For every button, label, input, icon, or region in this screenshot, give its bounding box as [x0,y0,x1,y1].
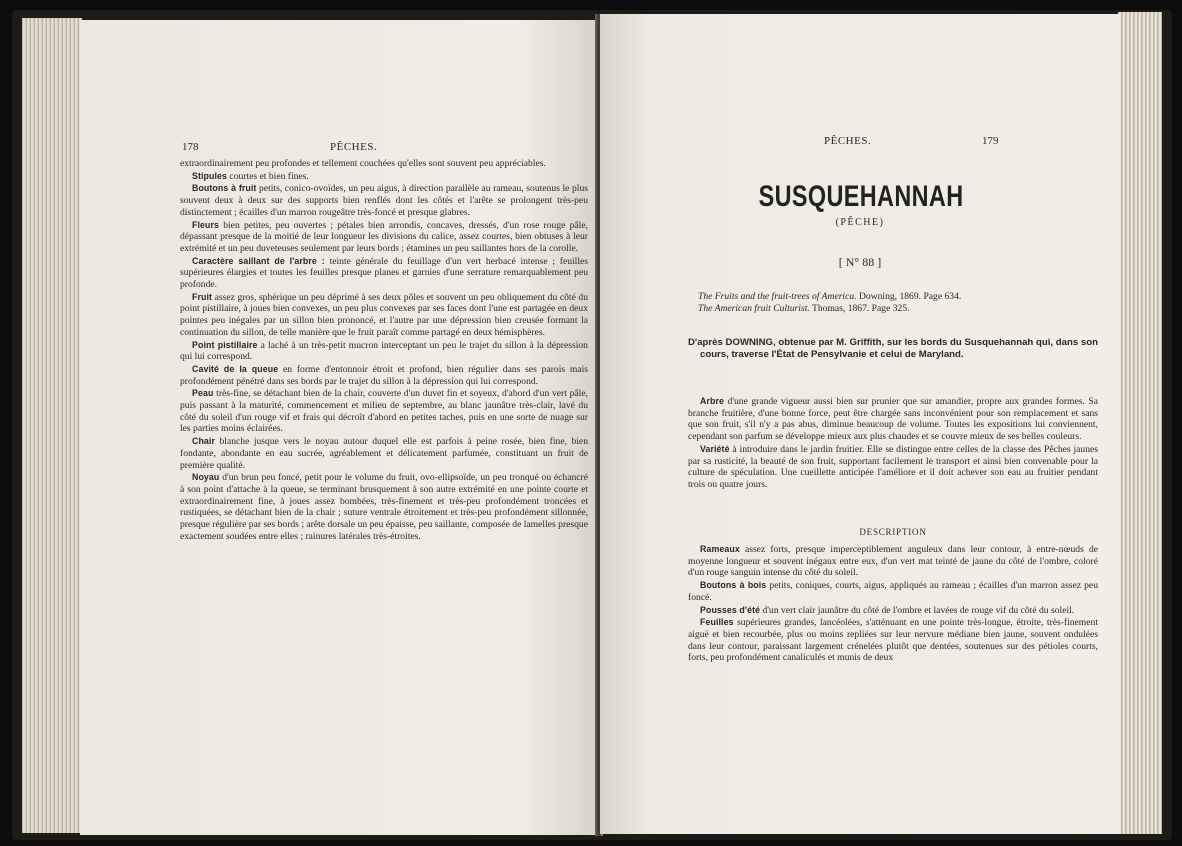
left-page-edges [22,18,82,833]
paragraph-text: supérieures grandes, lancéolées, s'atténuant en une pointe très-longue, étroite, très-finement aiguë et bien recourbée, plus ou moins repliées sur leur nervure médiane bien jaune, souvent ondulées dans leur contour, paraissant largement crénelées plutôt que dentées, soutenues sur des pétioles courts, forts, peu profondément canaliculés et munis de deux [688,617,1098,664]
paragraph-term: Stipules [192,170,228,181]
paragraph-term: Noyau [192,472,220,483]
reference-detail: Thomas, 1867. Page 325. [809,302,910,314]
right-page [600,14,1120,834]
paragraph-text: blanche jusque vers le noyau autour duquel elle est parfois à peine rosée, bien fine, bien fondante, abondante en eau sucrée, agréablement et délicatement parfumée, constituant un fruit de première qualité. [180,436,588,471]
paragraph-text: assez forts, presque imperceptiblement anguleux dans leur contour, à entre-nœuds de moyenne longueur et souvent inégaux entre eux, d'un vert mat teinté de jaune du côté de l'ombre, coloré d'un rouge sanguin intense du côté du soleil. [688,544,1098,579]
paragraph-text: très-fine, se détachant bien de la chair, couverte d'un duvet fin et soyeux, d'abord d'un vert pâle, puis passant à la maturité, commencement et milieu de septembre, au blanc jaunâtre très-clair, lavé du côté du soleil d'un rouge vif et frais qui décroît d'abord en petites taches, puis en une sorte de nuage sur les parties moins éclairées. [180,388,588,435]
paragraph-term: Arbre [700,396,724,406]
description-heading: DESCRIPTION [859,527,927,537]
paragraph-text: à introduire dans le jardin fruitier. Elle se distingue entre celles de la classe des Pêches jaunes par sa rusticité, la beauté de son fruit, supportant facilement le transport et ainsi bien convenable pour la culture de spéculation. Une cueillette anticipée l'améliore et il doit achever son eau au fruitier pendant trois ou quatre jours. [688,443,1098,490]
paragraph [688,544,1098,579]
paragraph-text: assez gros, sphérique un peu déprimé à ses deux pôles et souvent un peu obliquement du côté du point pistillaire, à joues bien convexes, un peu plus convexes par ses faces dont l'une est partagée en deux pointes peu inégales par un sillon bien prononcé, et l'autre par une dépression bien creusée formant la continuation du sillon, de telle manière que le fruit paraît comme partagé en deux hémisphères. [180,291,588,338]
paragraph-term: Variété [700,443,730,454]
paragraph-term: Pousses d'été [700,604,761,615]
right-running-head: PÊCHES. [824,135,872,147]
variety-number: [ N° 88 ] [838,255,882,269]
variety-title: SUSQUEHANNAH [758,180,964,213]
paragraph-term: Boutons à fruit [192,183,257,194]
paragraph-term: Point pistillaire [192,339,258,350]
description-text [688,544,1098,665]
right-body-text [688,396,1098,492]
paragraph-text: en forme d'entonnoir étroit et profond, bien régulier dans ses parois mais profondément pénétré dans ses bords par le trajet du sillon à la dépression qui lui correspond. [180,363,589,387]
paragraph [180,472,588,542]
bibliographic-references [698,291,1098,314]
paragraph-text: petits, conico-ovoïdes, un peu aigus, à direction parallèle au rameau, soutenus le plus souvent deux à deux sur des supports bien renflés dont les côtés et l'arête se prolongent très-peu distinctement ; écailles d'un marron rougeâtre très-foncé et presque glabres. [180,183,588,218]
variety-subtitle: (PÊCHE) [835,217,885,228]
left-body-text [180,158,588,544]
left-page-number: 178 [182,141,199,153]
paragraph [180,256,588,291]
paragraph-text: d'un vert clair jaunâtre du côté de l'ombre et lavées de rouge vif du côté du soleil. [760,604,1075,616]
paragraph-term: Feuilles [700,617,734,628]
right-page-edges [1118,12,1162,834]
paragraph [180,436,588,471]
paragraph [180,388,588,435]
reference-work: The Fruits and the fruit-trees of America. [698,291,857,302]
reference-line [698,291,1098,303]
paragraph [180,220,588,255]
paragraph-text: a laché à un très-petit mucron interceptant un peu le trajet du sillon à la dépression qui lui correspond. [180,339,588,363]
reference-work: The American fruit Culturist. [698,302,810,314]
paragraph-text: d'une grande vigueur aussi bien sur prunier que sur amandier, propre aux grandes formes. Sa branche fruitière, d'une bonne force, peut être chargée sans inconvénient pour son remplacement et sans que son fruit, s'il n'y a pas abus, diminue beaucoup de volume. Toutes les expositions lui conviennent, cependant son parfum se développe mieux aux plus chaudes et se couvre mieux de ses belles couleurs. [688,396,1098,443]
paragraph-text: petits, coniques, courts, aigus, appliqués au rameau ; écailles d'un marron assez peu foncé. [688,580,1098,603]
paragraph-term: Caractère saillant de l'arbre : [192,255,325,266]
paragraph [180,292,588,339]
reference-detail: Downing, 1869. Page 634. [856,291,962,302]
paragraph-term: Boutons à bois [700,580,767,591]
paragraph-text: teinte générale du feuillage d'un vert herbacé intense ; feuilles supérieures élargies et toutes les feuilles presque planes et garnies d'une serrature remarquablement peu profonde. [180,255,588,291]
paragraph [688,605,1098,617]
paragraph-text: bien petites, peu ouvertes ; pétales bien arrondis, concaves, dressés, d'un rose rouge pâle, dépassant presque de la moitié de leur longueur les divisions du calice, assez courtes, bien obtuses à leur extrémité et un peu duveteuses seulement par leurs bords ; étamines un peu saillantes hors de la corolle. [180,219,588,254]
paragraph [688,444,1098,491]
right-page-number: 179 [982,135,999,147]
paragraph-term: Cavité de la queue [192,363,279,374]
paragraph-term: Peau [192,388,214,399]
paragraph [180,158,588,170]
paragraph [180,340,588,363]
paragraph [688,580,1098,603]
reference-line [698,303,1098,315]
paragraph [180,171,588,183]
paragraph [180,364,588,387]
paragraph-text: d'un brun peu foncé, petit pour le volume du fruit, ovo-ellipsoïde, un peu tronqué ou échancré à son point d'attache à la queue, se terminant brusquement à son autre extrémité en une pointe courte et extraordinairement fine, à joues assez bombées, très-finement et très-peu profondément troncées et rustiquées, se détachant bien de la chair ; suture ventrale étroitement et très-peu profondément sillonnée, presque régulière par ses bords ; arête dorsale un peu épaisse, peu saillante, composée de lamelles presque exactement soudées entre elles ; rainures latérales très-étroites. [180,472,588,542]
paragraph [688,617,1098,664]
left-running-head: PÊCHES. [330,141,378,153]
origin-text: D'après DOWNING, obtenue par M. Griffith, sur les bords du Susquehannah qui, dans son cours, traverse l'État de Pensylvanie et celui de Maryland. [688,337,1098,360]
paragraph [688,396,1098,443]
paragraph-text: extraordinairement peu profondes et tellement couchées qu'elles sont souvent peu appréciables. [180,158,546,169]
left-page [80,20,598,835]
paragraph-term: Chair [192,436,215,447]
paragraph-term: Fleurs [192,219,219,230]
origin-note [688,337,1098,360]
paragraph [180,183,588,218]
paragraph-term: Rameaux [700,544,740,554]
paragraph-text: courtes et bien fines. [227,170,309,182]
paragraph-term: Fruit [192,291,213,302]
